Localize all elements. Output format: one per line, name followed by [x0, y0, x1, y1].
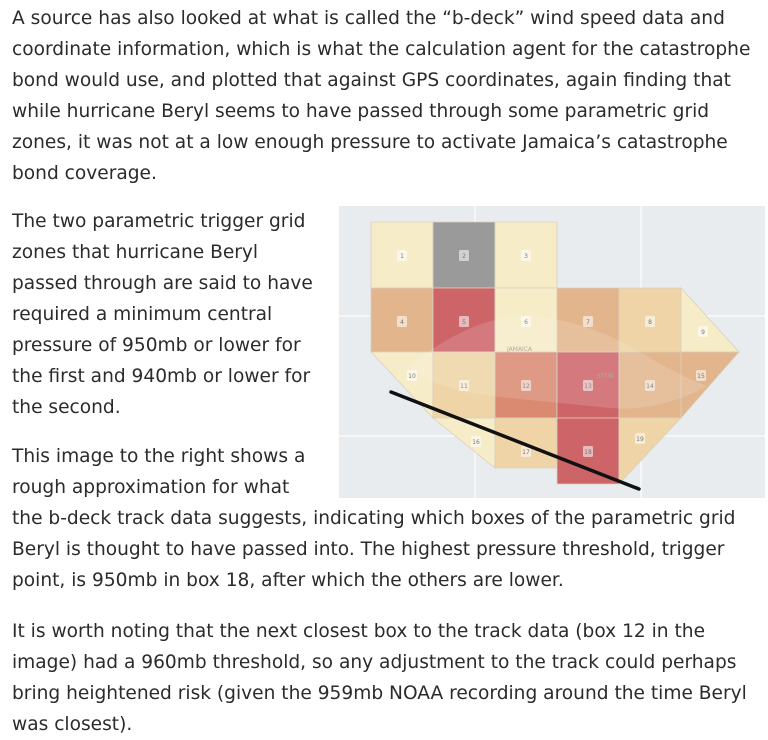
text-line: The two parametric trigger grid — [12, 211, 306, 232]
text-line: was closest). — [12, 714, 133, 735]
grid-cell-19 — [619, 418, 681, 484]
text-line: bond coverage. — [12, 163, 157, 184]
grid-cell-number: 6 — [524, 319, 528, 326]
map-svg — [339, 206, 765, 498]
text-line: This image to the right shows a — [12, 446, 306, 467]
grid-cell-number: 11 — [460, 383, 468, 390]
text-line: zones, it was not at a low enough pressure to activate Jamaica’s catastrophe — [12, 132, 728, 153]
text-line: passed through are said to have — [12, 273, 313, 294]
text-line: rough approximation for what — [12, 477, 290, 498]
text-line: bond would use, and plotted that against GPS coordinates, again finding that — [12, 70, 731, 91]
parametric-grid-map — [339, 206, 765, 498]
grid-cell-number: 1 — [400, 253, 404, 260]
grid-cell-number: 12 — [522, 383, 530, 390]
jamaica-label: JAMAICA — [507, 346, 533, 353]
text-line: coordinate information, which is what the calculation agent for the catastrophe — [12, 39, 751, 60]
grid-cell-number: 8 — [648, 319, 652, 326]
grid-cell-number: 17 — [522, 449, 530, 456]
grid-cell-16 — [433, 418, 495, 468]
grid-cell-number: 10 — [408, 373, 416, 380]
grid-cell-18 — [557, 418, 619, 484]
grid-cell-number: 3 — [524, 253, 528, 260]
grid-cell-number: 15 — [697, 373, 705, 380]
grid-cell-number: 2 — [462, 253, 466, 260]
text-line: the second. — [12, 397, 121, 418]
grid-cell-4 — [371, 288, 433, 352]
text-line: bring heightened risk (given the 959mb NOAA recording around the time Beryl — [12, 683, 747, 704]
grid-cell-shape — [433, 418, 495, 468]
text-line: A source has also looked at what is called the “b-deck” wind speed data and — [12, 8, 725, 29]
grid-cell-number: 9 — [701, 329, 705, 336]
grid-cell-number: 18 — [584, 449, 592, 456]
grid-cell-2 — [433, 222, 495, 288]
paragraph-bdeck-data — [12, 3, 757, 189]
grid-cell-number: 7 — [586, 319, 590, 326]
text-line: zones that hurricane Beryl — [12, 242, 259, 263]
grid-cell-number: 16 — [472, 439, 480, 446]
grid-cell-8 — [619, 288, 681, 352]
grid-cell-3 — [495, 222, 557, 288]
paragraph-image-description — [12, 441, 330, 503]
grid-cell-1 — [371, 222, 433, 288]
text-line: It is worth noting that the next closest box to the track data (box 12 in the — [12, 621, 706, 642]
text-line: point, is 950mb in box 18, after which the others are lower. — [12, 570, 564, 591]
text-line: image) had a 960mb threshold, so any adjustment to the track could perhaps — [12, 652, 737, 673]
grid-cell-number: 14 — [646, 383, 654, 390]
paragraph-image-description-continued — [12, 503, 757, 596]
paragraph-box-12-note — [12, 616, 757, 740]
grid-cell-number: 5 — [462, 319, 466, 326]
kingston-label: STON — [597, 373, 614, 380]
text-line: pressure of 950mb or lower for — [12, 335, 301, 356]
text-line: the b-deck track data suggests, indicating which boxes of the parametric grid — [12, 508, 736, 529]
grid-cell-number: 4 — [400, 319, 404, 326]
grid-cell-shape — [681, 288, 739, 352]
grid-cell-number: 13 — [584, 383, 592, 390]
text-line: while hurricane Beryl seems to have passed through some parametric grid — [12, 101, 710, 122]
paragraph-trigger-zones — [12, 206, 330, 423]
text-line: Beryl is thought to have passed into. The highest pressure threshold, trigger — [12, 539, 725, 560]
grid-cell-shape — [619, 418, 681, 484]
grid-cell-9 — [681, 288, 739, 352]
grid-cell-number: 19 — [636, 436, 644, 443]
text-line: required a minimum central — [12, 304, 273, 325]
text-line: the first and 940mb or lower for — [12, 366, 311, 387]
